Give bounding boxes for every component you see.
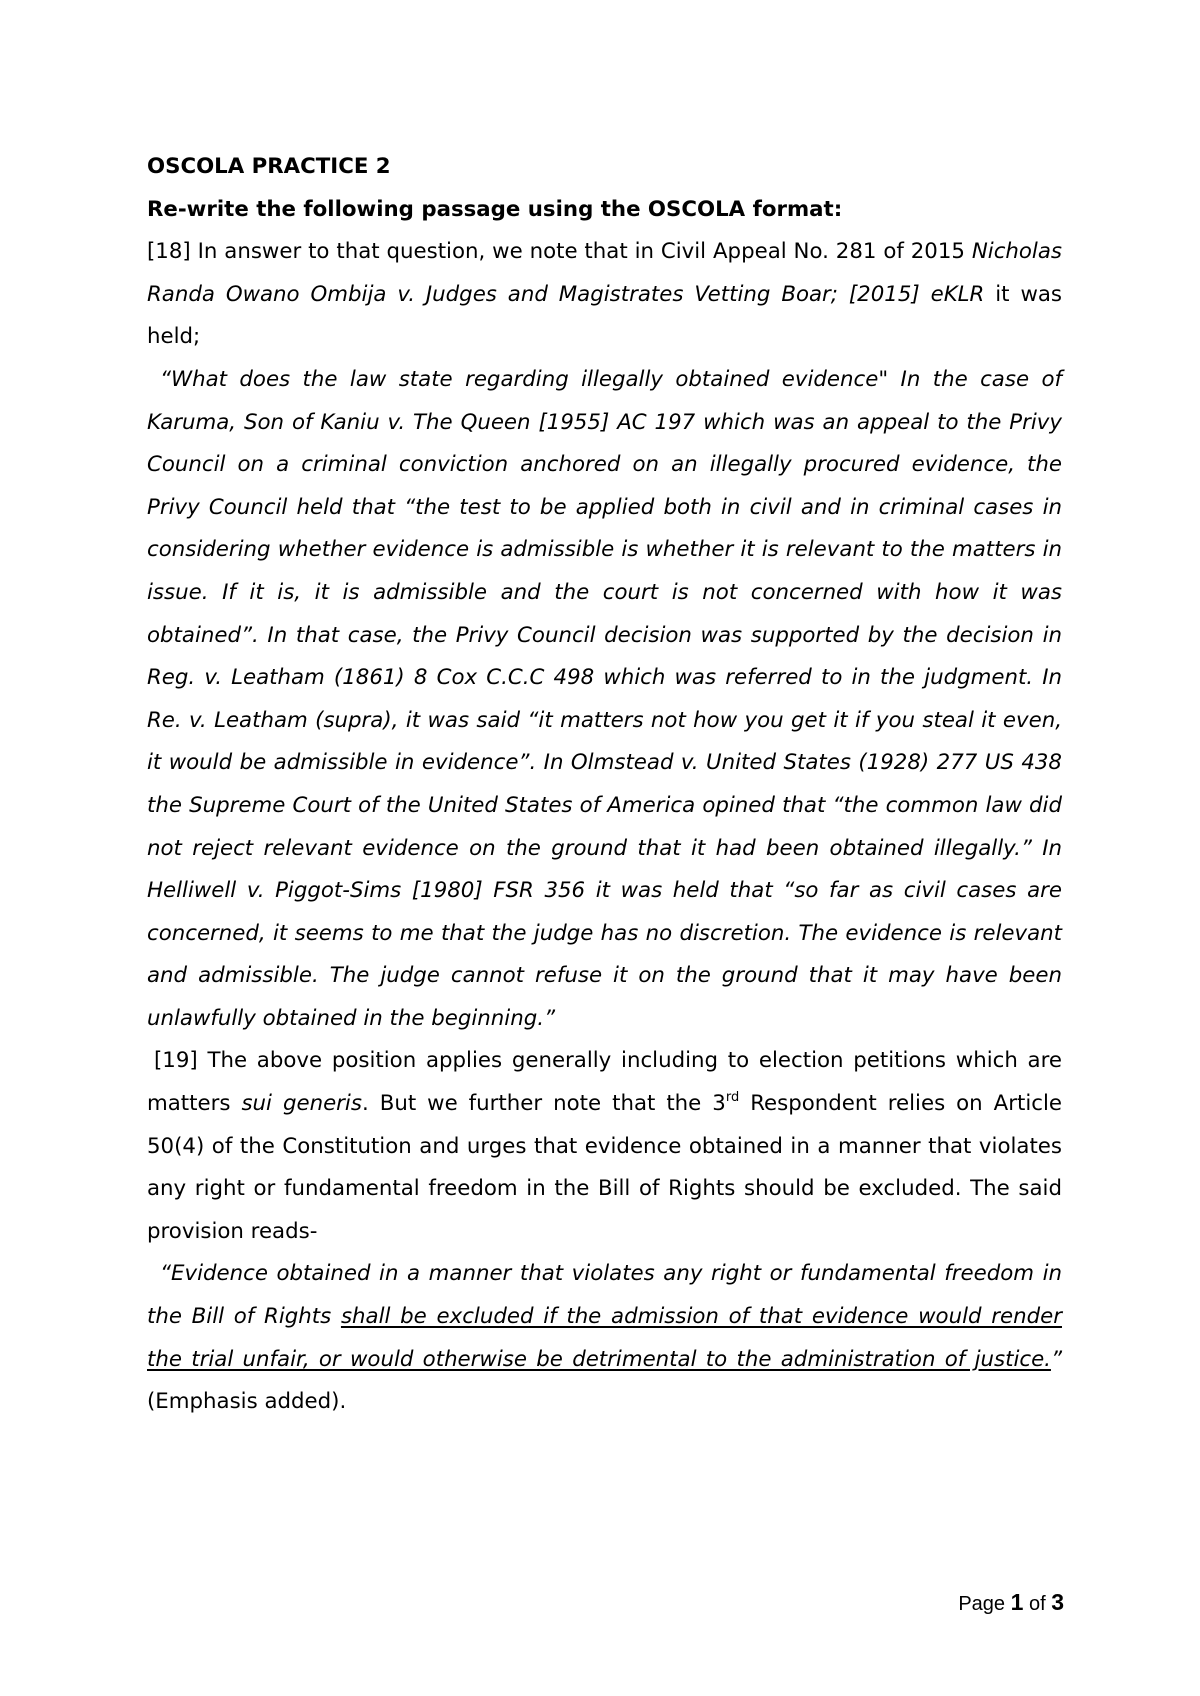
constitution-quote-lead: “Evidence obtained in a manner that violates any right or fundamental freedom in the Bill of Rights bbox=[147, 1261, 1062, 1330]
document-body bbox=[147, 146, 1062, 1424]
constitution-quote bbox=[147, 1253, 1062, 1423]
latin-term: sui generis bbox=[241, 1091, 362, 1117]
total-page-count: 3 bbox=[1051, 1589, 1064, 1615]
emphasis-note: (Emphasis added). bbox=[147, 1389, 347, 1415]
page-number-footer bbox=[958, 1589, 1064, 1616]
paragraph-19-lead: [19] The above position applies generally including to election petitions which are matters bbox=[147, 1048, 1062, 1117]
paragraph-19 bbox=[147, 1040, 1062, 1253]
quoted-passage: “What does the law state regarding illegally obtained evidence" In the case of Karuma, Son of Kaniu v. The Queen [1955] AC 197 which was an appeal to the Privy Council on a criminal conviction anchored on an illegally procured evidence, the Privy Council held that “the test to be applied both in civil and in criminal cases in considering whether evidence is admissible is whether it is relevant to the matters in issue. If it is, it is admissible and the court is not concerned with how it was obtained”. In that case, the Privy Council decision was supported by the decision in Reg. v. Leatham (1861) 8 Cox C.C.C 498 which was referred to in the judgment. In Re. v. Leatham (supra), it was said “it matters not how you get it if you steal it even, it would be admissible in evidence”. In Olmstead v. United States (1928) 277 US 438 the Supreme Court of the United States of America opined that “the common law did not reject relevant evidence on the ground that it had been obtained illegally.” In Helliwell v. Piggot-Sims [1980] FSR 356 it was held that “so far as civil cases are concerned, it seems to me that the judge has no discretion. The evidence is relevant and admissible. The judge cannot refuse it on the ground that it may have been unlawfully obtained in the beginning.” bbox=[147, 366, 1062, 1031]
paragraph-18-lead: [18] In answer to that question, we note that in Civil Appeal No. 281 of 2015 bbox=[147, 239, 972, 265]
paragraph-18 bbox=[147, 231, 1062, 359]
closing-quote-mark: ” bbox=[1050, 1346, 1062, 1372]
paragraph-19-tail: Respondent relies on Article 50(4) of the Constitution and urges that evidence obtained in a manner that violates any right or fundamental freedom in the Bill of Rights should be excluded. The said provision reads- bbox=[147, 1091, 1062, 1244]
current-page-number: 1 bbox=[1010, 1589, 1024, 1615]
paragraph-19-mid: . But we further note that the 3 bbox=[361, 1091, 726, 1117]
emphasized-text: shall be excluded if the admission of that evidence would render the trial unfair, or would otherwise be detrimental to the administration of justice. bbox=[147, 1304, 1062, 1372]
of-label: of bbox=[1023, 1593, 1052, 1615]
paragraph-18-tail: it was held; bbox=[147, 281, 1063, 350]
case-citation: Nicholas Randa Owano Ombija v. Judges and Magistrates Vetting Boar; [2015] eKLR bbox=[147, 239, 1062, 307]
document-title: OSCOLA PRACTICE 2 bbox=[147, 154, 391, 179]
instruction-line: Re-write the following passage using the OSCOLA format: bbox=[147, 196, 843, 222]
ordinal-suffix: rd bbox=[725, 1090, 740, 1106]
page-label: Page bbox=[958, 1593, 1011, 1615]
